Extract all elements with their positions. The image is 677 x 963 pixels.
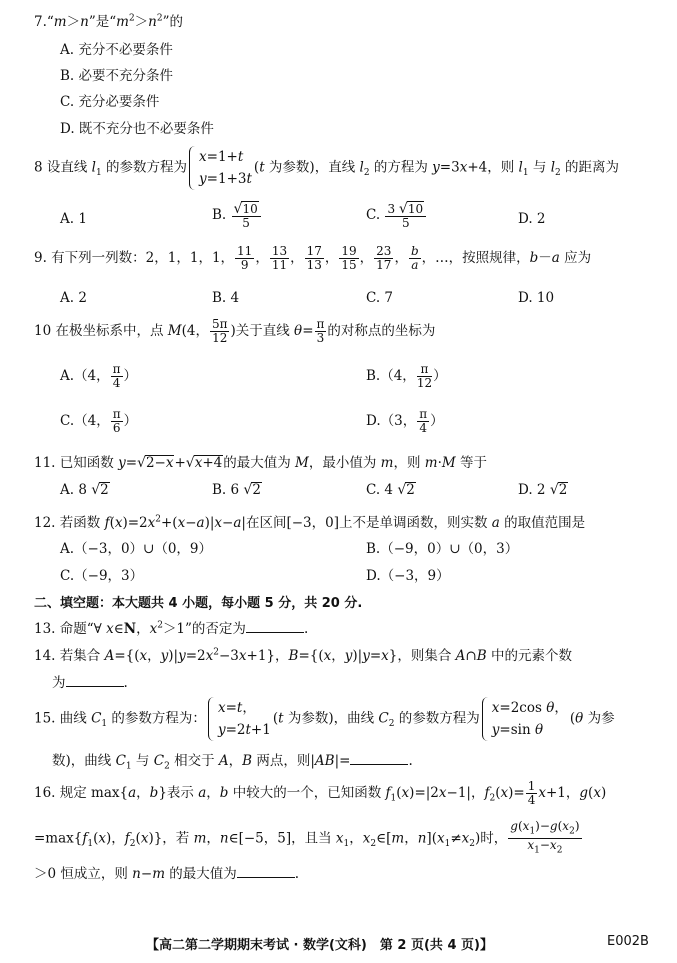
q16-line2: $=\max\{f_1(x)$，$f_2(x)$}，若 m，n∈[−5，5]，且当 $x_1$，$x_2\in[m$，$n](x_1\ne x_2)$时， $\frac{g(x_1)-g(x_2)}{x_1-x_2}$: [34, 819, 580, 856]
q8-param-system: x=1+t y=1+3t: [189, 146, 252, 190]
q14-line1: 14. 若集合 A={(x，$y)|y=2x^2-3x+1$}，B={(x，y)|y=x}，则集合 A∩B 中的元素个数: [34, 647, 572, 664]
q9-option-d: D. 10: [518, 290, 555, 306]
q13-stem: 13. 命题“∀ x∈N，$x^2>1$”的否定为 .: [34, 620, 309, 637]
q7-stem: 7.“m＞n”是“$m^2>n^2$”的: [34, 13, 184, 30]
q11-option-d: D. 2 √2: [518, 482, 568, 498]
q9-option-b: B. 4: [212, 290, 240, 306]
q7-option-a: A. 充分不必要条件: [60, 42, 173, 58]
q10-option-c: C.（4， $\frac{\pi}{6}$ ）: [60, 407, 138, 435]
q7-option-c: C. 充分必要条件: [60, 94, 160, 110]
q10-stem: 10 在极坐标系中，点 M(4， $\frac{5\pi}{12}$ )关于直线 θ= $\frac{\pi}{3}$ 的对称点的坐标为: [34, 317, 436, 345]
q12-option-c: C.（−9，3）: [60, 568, 144, 584]
q12-option-d: D.（−3，9）: [366, 568, 450, 584]
q7-option-d: D. 既不充分也不必要条件: [60, 121, 214, 137]
q11-stem: 11. 已知函数 y=√2−x+√x+4的最大值为 M，最小值为 m，则 m·M 等于: [34, 455, 487, 471]
q10-option-a: A.（4， $\frac{\pi}{4}$ ）: [60, 362, 138, 390]
q15-param-system-1: x=t， y=2t+1: [208, 697, 271, 741]
q11-option-a: A. 8 √2: [60, 482, 109, 498]
q10-option-b: B.（4， $\frac{\pi}{12}$ ）: [366, 362, 447, 390]
q12-option-a: A.（−3，0）∪（0，9）: [60, 541, 213, 557]
paper-code: E002B: [607, 934, 649, 949]
q11-option-c: C. 4 √2: [366, 482, 415, 498]
q8-option-a: A. 1: [60, 211, 87, 227]
q12-stem: 12. 若函数 $f(x)=2x^2+(x-a)|x-a|$在区间[−3，0]上不是单调函数，则实数 a 的取值范围是: [34, 514, 586, 531]
q14-line2: 为 .: [52, 675, 128, 691]
q7-option-b: B. 必要不充分条件: [60, 68, 174, 84]
page-footer: 【高二第二学期期末考试 · 数学(文科) 第 2 页(共 4 页)】: [146, 938, 493, 953]
q16-line1: 16. 规定 max{a，b}表示 a，b 中较大的一个，已知函数 $f_1(x)=|2x-1|$，$f_2(x)=$ $\frac{1}{4}$ x+1，g(x): [34, 779, 607, 807]
q9-option-c: C. 7: [366, 290, 394, 306]
q8-option-d: D. 2: [518, 211, 546, 227]
q8-stem: 8 设直线 $l_1$ 的参数方程为 x=1+t y=1+3t (t 为参数)，直线 $l_2$ 的方程为 y=3x+4，则 $l_1$ 与 $l_2$ 的距离为: [34, 146, 619, 190]
q15-line2: 数)，曲线 $C_1$ 与 $C_2$ 相交于 A，B 两点，则|AB|= .: [52, 753, 413, 772]
q16-line3: ＞0 恒成立，则 n−m 的最大值为 .: [34, 866, 300, 882]
q11-option-b: B. 6 √2: [212, 482, 261, 498]
q15-param-system-2: x=2cos θ， y=sin θ: [482, 697, 568, 741]
q8-option-b: B. $\frac{√10}{5}$: [212, 201, 262, 230]
q10-option-d: D.（3， $\frac{\pi}{4}$ ）: [366, 407, 444, 435]
q12-option-b: B.（−9，0）∪（0，3）: [366, 541, 519, 557]
q9-option-a: A. 2: [60, 290, 87, 306]
q15-line1: 15. 曲线 $C_1$ 的参数方程为： x=t， y=2t+1 (t 为参数)，曲线 $C_2$ 的参数方程为 x=2cos θ， y=sin θ (θ 为参: [34, 697, 615, 741]
section-fill-in-heading: 二、填空题：本大题共 4 小题，每小题 5 分，共 20 分.: [34, 596, 363, 611]
q9-stem: 9. 有下列一列数：2，1，1，1， $\frac{11}{9}$ ， $\frac{13}{11}$ ， $\frac{17}{13}$ ， $\frac{19}{15}$ ， $\frac{23}{17}$ ， $\frac{b}{a}$ ，…，按照规律，b－a 应为: [34, 244, 592, 272]
q8-option-c: C. $\frac{3 √10}{5}$: [366, 201, 427, 230]
